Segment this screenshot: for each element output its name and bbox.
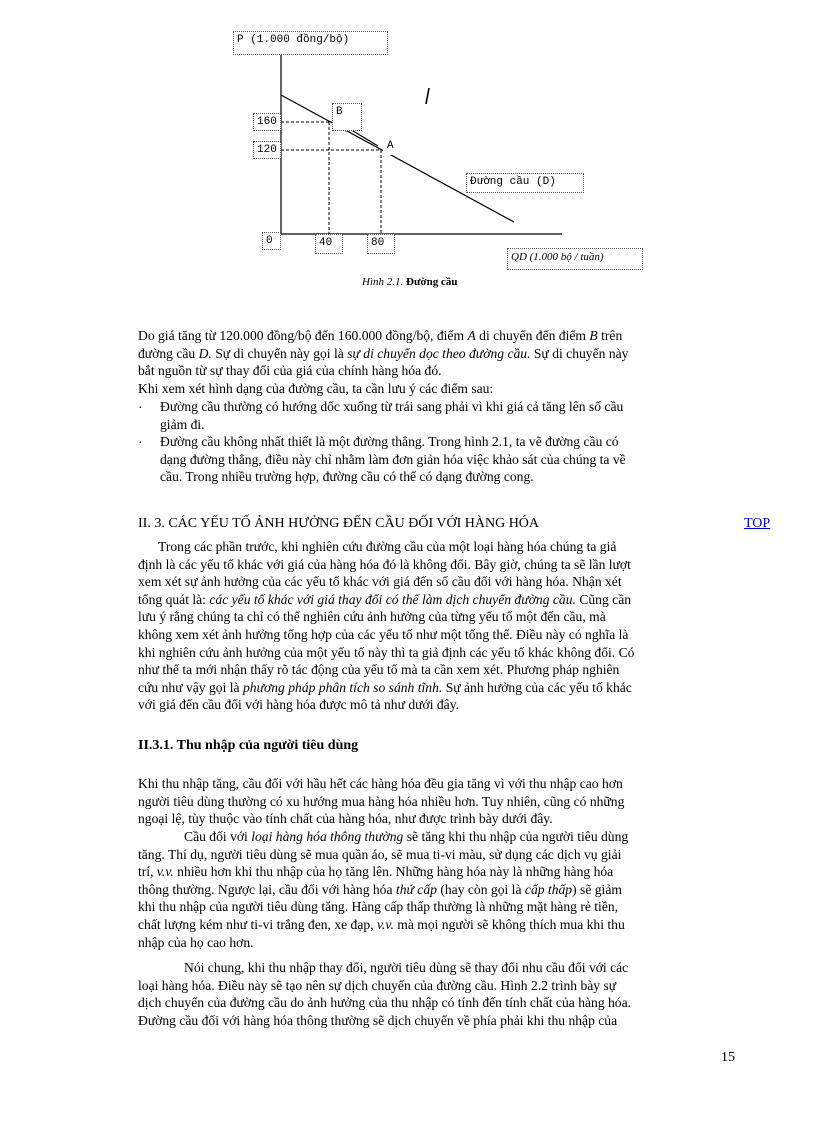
caption-title: Đường cầu (406, 276, 458, 288)
origin-label: 0 (262, 232, 281, 250)
point-b-label: B (332, 103, 362, 131)
x-axis-label: QD (1.000 bộ / tuần) (507, 248, 643, 270)
bullet-2-symbol: · (138, 435, 143, 450)
quantity-tick-80: 80 (367, 234, 395, 254)
income-paragraph-2: Cầu đối với loại hàng hóa thông thường sẽ tăng khi thu nhập của người tiêu dùng tăng. Thí dụ, người tiêu dùng sẽ mua quần áo, sẽ mua ti-vi màu, sử dụng các dịch vụ giải trí, v.v. nhiều hơn khi thu nhập của họ tăng lên. Những hàng hóa này là những hàng hóa thông thường. Ngược lại, cầu đối với hàng hóa thứ cấp (hay còn gọi là cấp thấp) sẽ giảm khi thu nhập của người tiêu dùng tăng. Hàng cấp thấp thường là những mặt hàng rẻ tiền, chất lượng kém như ti-vi trắng đen, xe đạp, v.v. mà mọi người sẽ không thích mua khi thu nhập của họ cao hơn. (138, 829, 629, 950)
point-a-label: A (383, 137, 401, 155)
bullet-2: Đường cầu không nhất thiết là một đường thẳng. Trong hình 2.1, ta vẽ đường cầu có dạng đường thẳng, điều này chỉ nhằm làm đơn giản hóa việc khảo sát của chúng ta về cầu. Trong nhiều trường hợp, đường cầu có thể có dạng đường cong. (160, 434, 626, 485)
paragraph-movement (138, 327, 736, 397)
subheading-income: II.3.1. Thu nhập của người tiêu dùng (138, 738, 359, 753)
page-number: 15 (721, 1050, 735, 1065)
demand-curve-label: Đường cầu (D) (466, 173, 584, 193)
caption-prefix: Hình 2.1. (362, 276, 404, 288)
bullet-1-symbol: · (138, 400, 143, 415)
bullet-1: Đường cầu thường có hướng dốc xuống từ trái sang phải vì khi giá cả tăng lên số cầu giảm đi. (160, 399, 624, 432)
price-tick-160: 160 (253, 113, 281, 131)
quantity-tick-40: 40 (315, 234, 343, 254)
top-link[interactable]: TOP (744, 516, 771, 531)
section-heading: II. 3. CÁC YẾU TỐ ẢNH HƯỞNG ĐẾN CẦU ĐỐI VỚI HÀNG HÓA (138, 516, 540, 531)
stray-mark (426, 88, 429, 104)
para1-line3: bắt nguồn từ sự thay đổi của giá của chính hàng hóa đó. (138, 363, 442, 379)
para1-line2: đường cầu D. Sự di chuyển này gọi là sự di chuyển dọc theo đường cầu. Sự di chuyển này (138, 345, 629, 361)
section-paragraph: Trong các phần trước, khi nghiên cứu đường cầu của một loại hàng hóa chúng ta giả định là các yếu tố khác với giá của hàng hóa đó là không đổi. Bây giờ, chúng ta sẽ lần lượt xem xét sự ảnh hưởng của các yếu tố khác với giá đến số cầu đối với hàng hóa. Nhận xét tổng quát là: các yếu tố khác với giá thay đổi có thể làm dịch chuyển đường cầu. Cũng cần lưu ý rằng chúng ta chỉ có thể nghiên cứu ảnh hưởng của từng yếu tố một đến cầu, mà không xem xét ảnh hưởng tổng hợp của các yếu tố như một tổng thể. Điều này có nghĩa là khi nghiên cứu ảnh hưởng của một yếu tố này thì ta giả định các yếu tố khác không đổi. Có như thế ta mới nhận thấy rõ tác động của yếu tố mà ta cần xem xét. Phương pháp nghiên cứu như vậy gọi là phương pháp phân tích so sánh tĩnh. Sự ảnh hưởng của các yếu tố khác với giá đến cầu đối với hàng hóa được mô tả như dưới đây. (138, 539, 635, 713)
para2: Khi xem xét hình dạng của đường cầu, ta cần lưu ý các điểm sau: (138, 380, 494, 396)
income-paragraph-1: Khi thu nhập tăng, cầu đối với hầu hết các hàng hóa đều gia tăng vì với thu nhập cao hơn người tiêu dùng thường có xu hướng mua hàng hóa nhiều hơn. Tuy nhiên, cũng có những ngoại lệ, tùy thuộc vào tính chất của hàng hóa, như được trình bày dưới đây. (138, 776, 625, 827)
figure-drawing (0, 0, 816, 300)
demand-curve-line (281, 95, 514, 222)
price-tick-120: 120 (253, 141, 281, 159)
figure-caption (362, 276, 458, 288)
para1-line1: Do giá tăng từ 120.000 đồng/bộ đến 160.000 đồng/bộ, điểm A di chuyển đến điểm B trên (138, 328, 623, 343)
income-paragraph-3: Nói chung, khi thu nhập thay đổi, người tiêu dùng sẽ thay đổi nhu cầu đối với các loại hàng hóa. Điều này sẽ tạo nên sự dịch chuyển của đường cầu. Hình 2.2 trình bày sự dịch chuyển của đường cầu do ảnh hưởng của thu nhập có tính đến tính chất của hàng hóa. Đường cầu đối với hàng hóa thông thường sẽ dịch chuyển về phía phải khi thu nhập của (138, 960, 632, 1028)
y-axis-label: P (1.000 đồng/bộ) (233, 31, 388, 55)
